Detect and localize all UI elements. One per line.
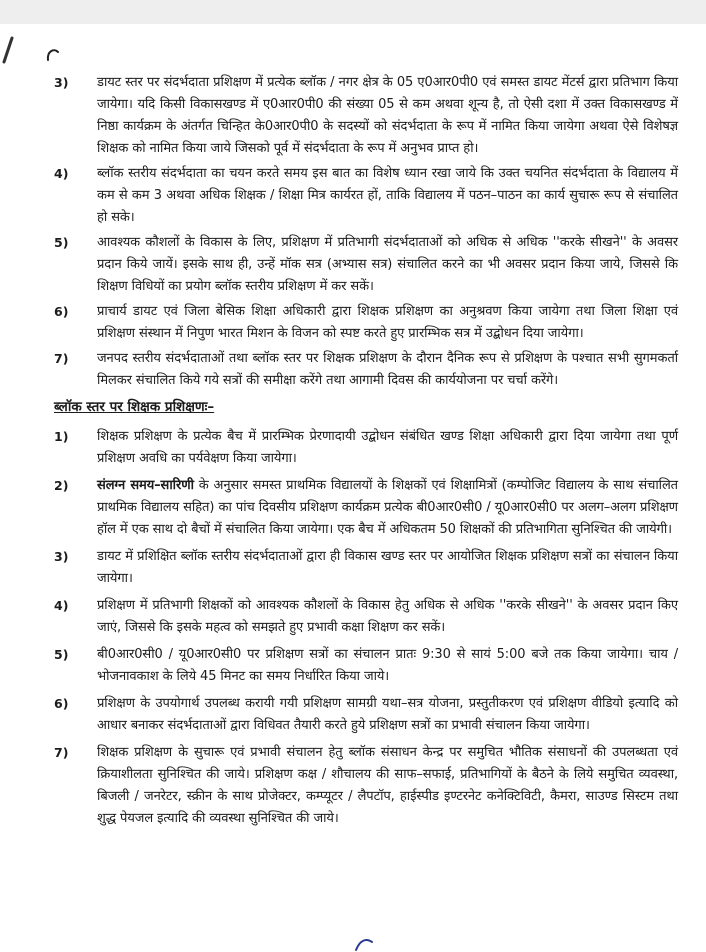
item-text-rest: के अनुसार समस्त प्राथमिक विद्यालयों के शिक्षकों एवं शिक्षामित्रों (कम्पोजिट विद्यालय के साथ संचालित प्राथमिक विद्यालय सहित) का पांच दिवसीय प्रशिक्षण कार्यक्रम प्रत्येक बी0आर0सी0 / यू0आर0सी0 पर अलग–अलग प्रशिक्षण हॉल में एक साथ दो बैचों में संचालित किया जायेगा। एक बैच में अधिकतम 50 शिक्षकों की प्रतिभागिता सुनिश्चित की जायेगी।: [97, 478, 678, 537]
item-number: 5): [54, 235, 69, 250]
section-block-training: [0, 426, 706, 830]
handwritten-curl-mark: [44, 48, 62, 64]
item-number: 7): [54, 745, 69, 760]
list-item: [0, 426, 706, 470]
item-text: प्रशिक्षण के उपयोगार्थ उपलब्ध करायी गयी प्रशिक्षण सामग्री यथा–सत्र योजना, प्रस्तुतीकरण एवं प्रशिक्षण वीडियो इत्यादि को आधार बनाकर संदर्भदाताओं द्वारा विधिवत तैयारी करते हुये प्रशिक्षण सत्रों का प्रभावी संचालन किया जायेगा।: [97, 696, 678, 733]
document-body: [0, 72, 706, 835]
item-text: [97, 475, 678, 541]
list-item: [0, 301, 706, 345]
item-number: 4): [54, 166, 69, 181]
item-bold-lead: संलग्न समय–सारिणी: [97, 478, 194, 493]
item-text: शिक्षक प्रशिक्षण के प्रत्येक बैच में प्रारम्भिक प्रेरणादायी उद्बोधन संबंधित खण्ड शिक्षा अधिकारी द्वारा दिया जायेगा तथा पूर्ण प्रशिक्षण अवधि का पर्यवेक्षण किया जायेगा।: [97, 429, 678, 466]
list-item: [0, 232, 706, 298]
item-number: 2): [54, 478, 69, 493]
list-item: [0, 348, 706, 392]
item-text: प्रशिक्षण में प्रतिभागी शिक्षकों को आवश्यक कौशलों के विकास हेतु अधिक से अधिक ''करके सीखने'' के अवसर प्रदान किए जाएं, जिससे कि इसके महत्व को समझते हुए प्रभावी कक्षा शिक्षण कर सकें।: [97, 598, 678, 635]
handwritten-bottom-mark: [352, 936, 382, 952]
item-text: शिक्षक प्रशिक्षण के सुचारू एवं प्रभावी संचालन हेतु ब्लॉक संसाधन केन्द्र पर समुचित भौतिक संसाधनों की उपलब्धता एवं क्रियाशीलता सुनिश्चित की जाये। प्रशिक्षण कक्ष / शौचालय की साफ–सफाई, प्रतिभागियों के बैठने के लिये समुचित व्यवस्था, बिजली / जनरेटर, स्क्रीन के साथ प्रोजेक्टर, कम्प्यूटर / लैपटॉप, हाईस्पीड इण्टरनेट कनेक्टिविटी, कैमरा, साउण्ड सिस्टम तथा शुद्ध पेयजल इत्यादि की व्यवस्था सुनिश्चित की जाये।: [97, 745, 678, 826]
item-text: प्राचार्य डायट एवं जिला बेसिक शिक्षा अधिकारी द्वारा शिक्षक प्रशिक्षण का अनुश्रवण किया जायेगा तथा जिला शिक्षा एवं प्रशिक्षण संस्थान में निपुण भारत मिशन के विजन को स्पष्ट करते हुए प्रारम्भिक सत्र में उद्बोधन दिया जायेगा।: [97, 304, 678, 341]
list-item: [0, 163, 706, 229]
item-number: 5): [54, 647, 69, 662]
item-number: 6): [54, 304, 69, 319]
item-number: 3): [54, 549, 69, 564]
list-item: [0, 546, 706, 590]
item-text: बी0आर0सी0 / यू0आर0सी0 पर प्रशिक्षण सत्रों का संचालन प्रातः 9:30 से सायं 5:00 बजे तक किया जायेगा। चाय / भोजनावकाश के लिये 45 मिनट का समय निर्धारित किया जाये।: [97, 647, 678, 684]
section-heading: ब्लॉक स्तर पर शिक्षक प्रशिक्षणः–: [54, 399, 215, 415]
item-text: जनपद स्तरीय संदर्भदाताओं तथा ब्लॉक स्तर पर शिक्षक प्रशिक्षण के दौरान दैनिक रूप से प्रशिक्षण के पश्चात सभी सुगमकर्ता मिलकर संचालित किये गये सत्रों की समीक्षा करेंगे तथा आगामी दिवस की कार्ययोजना पर चर्चा करेंगे।: [97, 351, 678, 388]
list-item: [0, 644, 706, 688]
item-number: 7): [54, 351, 69, 366]
section-diet-training: [0, 72, 706, 392]
list-item: [0, 475, 706, 541]
item-text: ब्लॉक स्तरीय संदर्भदाता का चयन करते समय इस बात का विशेष ध्यान रखा जाये कि उक्त चयनित संदर्भदाता के विद्यालय में कम से कम 3 अथवा अधिक शिक्षक / शिक्षा मित्र कार्यरत हों, ताकि विद्यालय में पठन–पाठन का कार्य सुचारू रूप से संचालित हो सके।: [97, 166, 678, 225]
item-number: 3): [54, 75, 69, 90]
list-item: [0, 595, 706, 639]
item-number: 4): [54, 598, 69, 613]
list-item: [0, 693, 706, 737]
item-text: डायट में प्रशिक्षित ब्लॉक स्तरीय संदर्भदाताओं द्वारा ही विकास खण्ड स्तर पर आयोजित शिक्षक प्रशिक्षण सत्रों का संचालन किया जायेगा।: [97, 549, 678, 586]
pen-stroke-mark: [0, 36, 14, 64]
list-item: [0, 72, 706, 160]
list-item: [0, 742, 706, 830]
top-shadow-band: [0, 0, 706, 24]
item-number: 1): [54, 429, 69, 444]
item-number: 6): [54, 696, 69, 711]
item-text: डायट स्तर पर संदर्भदाता प्रशिक्षण में प्रत्येक ब्लॉक / नगर क्षेत्र के 05 ए0आर0पी0 एवं समस्त डायट मेंटर्स द्वारा प्रतिभाग किया जायेगा। यदि किसी विकासखण्ड में ए0आर0पी0 की संख्या 05 से कम अथवा शून्य है, तो ऐसी दशा में उक्त विकासखण्ड में निष्ठा कार्यक्रम के अंतर्गत चिन्हित के0आर0पी0 के सदस्यों को संदर्भदाता के रूप में नामित किया जायेगा अथवा ऐसे विशेषज्ञ शिक्षक को नामित किया जाये जिसको पूर्व में संदर्भदाता के रूप में अनुभव प्राप्त हो।: [97, 75, 678, 156]
item-text: आवश्यक कौशलों के विकास के लिए, प्रशिक्षण में प्रतिभागी संदर्भदाताओं को अधिक से अधिक ''करके सीखने'' के अवसर प्रदान किये जायें। इसके साथ ही, उन्हें मॉक सत्र (अभ्यास सत्र) संचालित करने का भी अवसर प्रदान किया जाये, जिससे कि शिक्षण विधियों का प्रयोग ब्लॉक स्तरीय प्रशिक्षण में कर सकें।: [97, 235, 678, 294]
